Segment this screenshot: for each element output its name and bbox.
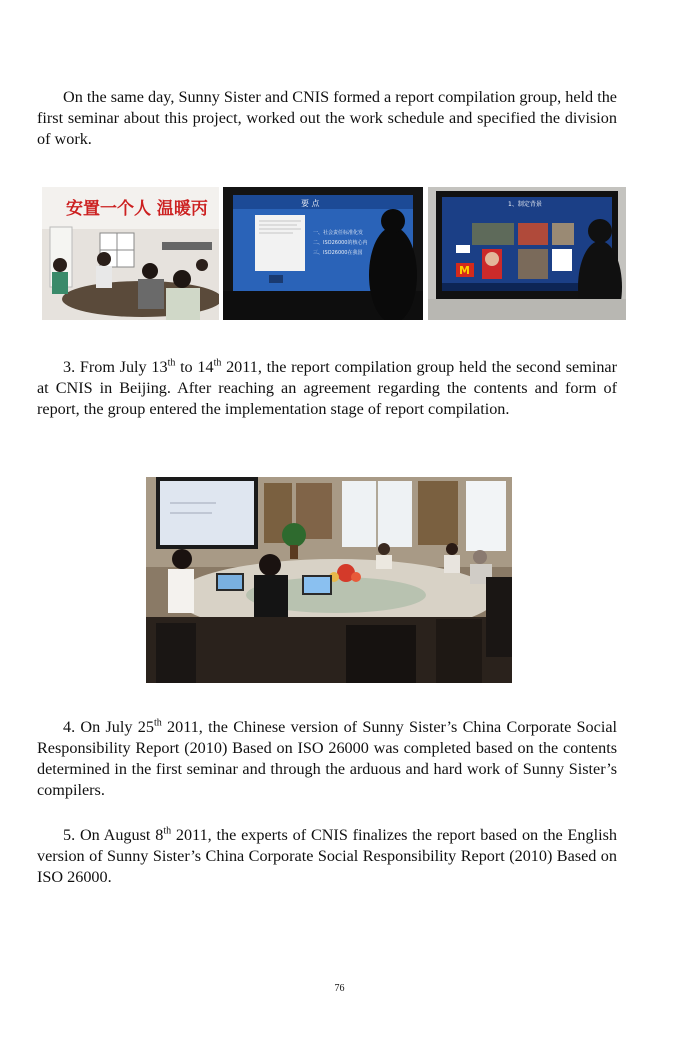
svg-text:M: M [459,264,470,277]
photo-slide-background [428,187,626,320]
paragraph-second-seminar [37,357,617,420]
page-number: 76 [334,983,345,994]
paragraph-text: On the same day, Sunny Sister and CNIS formed a report compilation group, held the first seminar about this project, worked out the work schedule and specified the division of work. [37,88,617,148]
photo-meeting-room [42,187,219,320]
paragraph-text: 4. On July 25 [63,718,154,736]
paragraph-text: to 14 [175,358,214,376]
paragraph-text: 5. On August 8 [63,826,164,844]
paragraph-first-seminar [37,87,617,150]
meeting-room-image [42,187,219,320]
paragraph-text: 3. From July 13 [63,358,168,376]
paragraph-english-version [37,825,617,888]
photo-round-table-meeting [146,477,512,683]
round-table-image [146,477,512,683]
slide1-line-1: 一、社会责任标准化发 [313,230,364,236]
slide1-title: 要 点 [301,199,320,208]
slide-key-points-image [223,187,423,320]
paragraph-text: 2011, the Chinese version of Sunny Sister’s China Corporate Social Responsibility Report (2010) Based on ISO 26000 was completed based on the contents determined in the first seminar and through the arduous and hard work of Sunny Sister’s compilers. [37,718,617,799]
paragraph-text: 2011, the experts of CNIS finalizes the report based on the English version of Sunny Sister’s China Corporate Social Responsibility Report (2010) Based on ISO 26000. [37,826,617,886]
superscript: th [163,825,172,837]
paragraph-chinese-version [37,717,617,801]
superscript: th [213,357,222,369]
paragraph-text: 2011, the report compilation group held the second seminar at CNIS in Beijing. After reaching an agreement regarding the contents and form of report, the group entered the implementation stage of report compilation. [37,358,617,418]
superscript: th [167,357,176,369]
slide1-line-3: 三、ISO26000在我国 [313,250,363,256]
banner-text: 安置一个人 温暖丙 [66,199,208,219]
photo-slide-key-points [223,187,423,320]
superscript: th [153,717,162,729]
slide-background-image [428,187,626,320]
slide2-title: 1、制定背景 [508,201,542,208]
slide1-line-2: 二、ISO26000的核心内 [313,240,368,246]
